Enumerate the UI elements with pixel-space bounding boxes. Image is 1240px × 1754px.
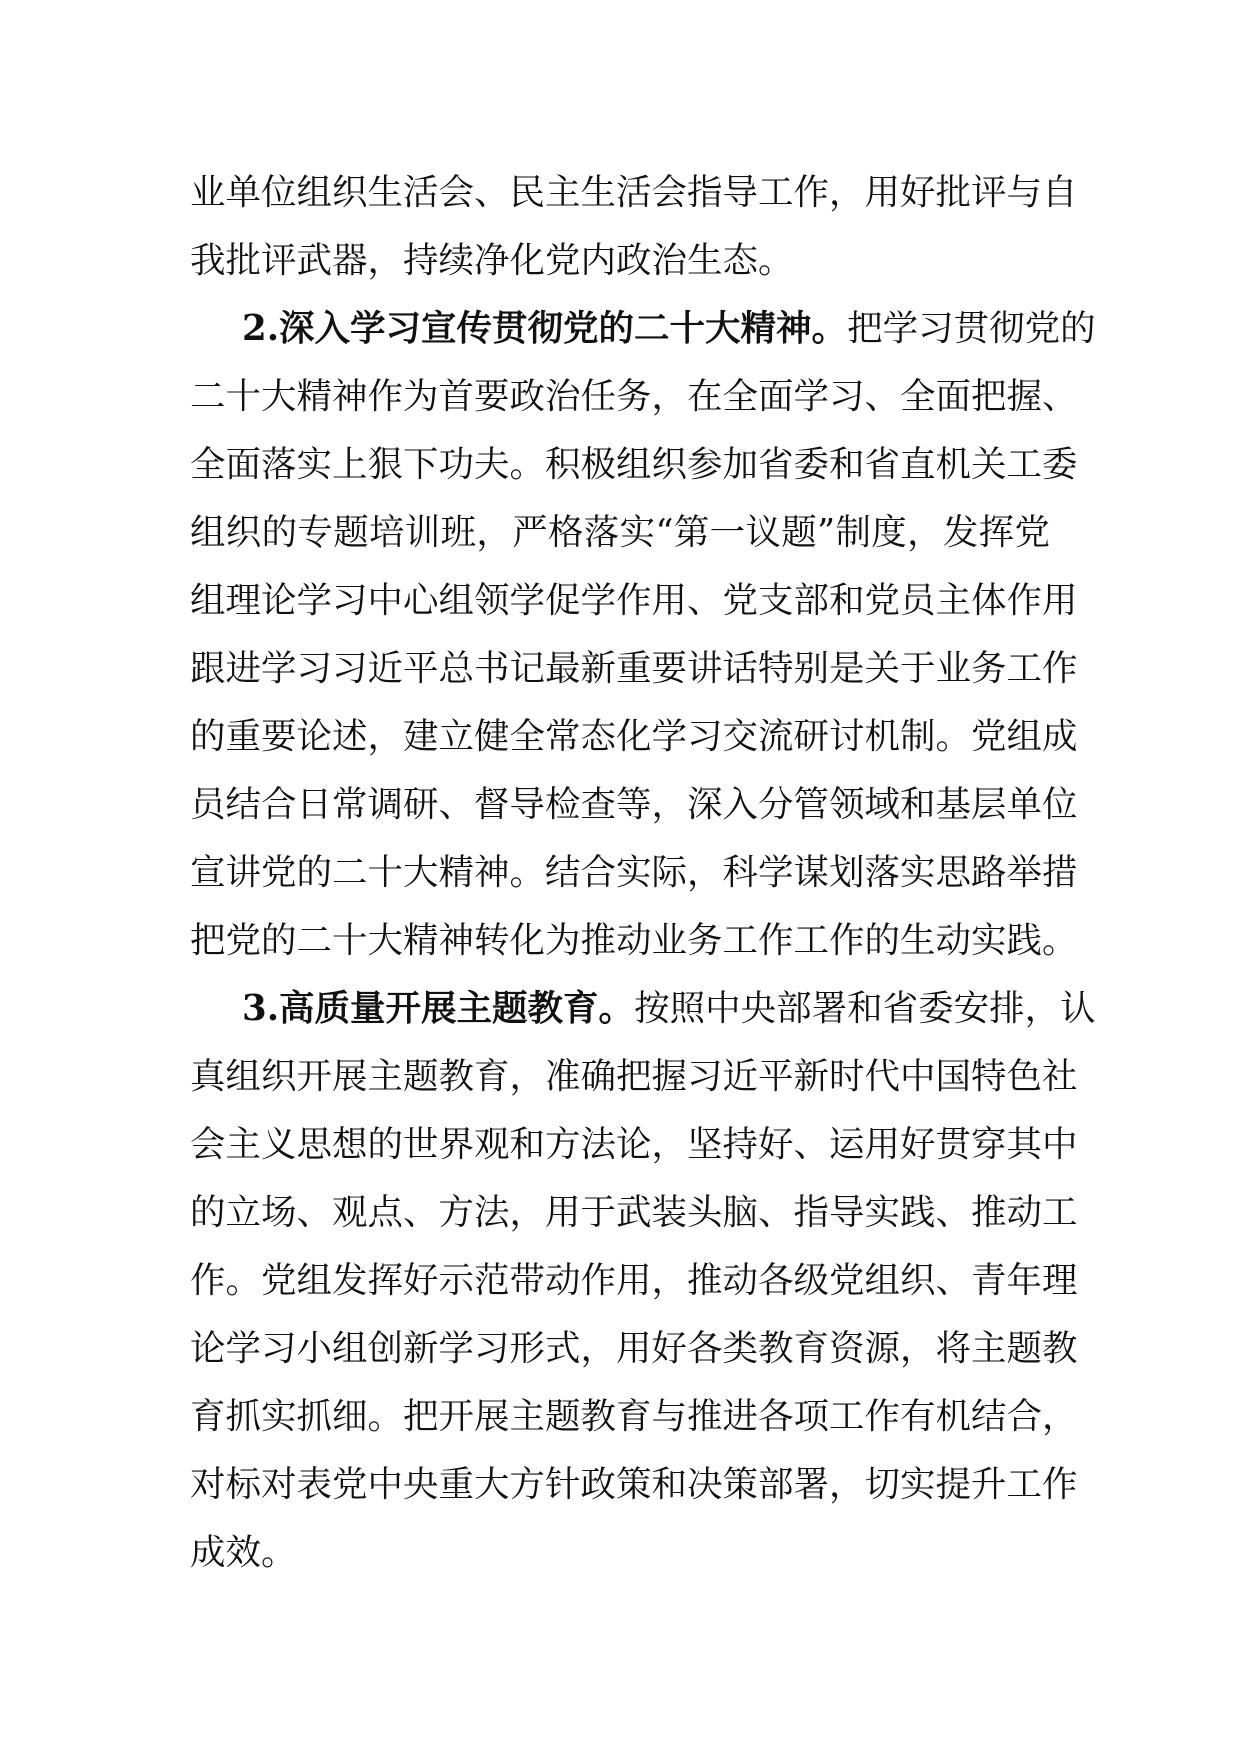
- paragraph-line: 宣讲党的二十大精神。结合实际，科学谋划落实思路举措: [190, 852, 1078, 893]
- paragraph-line: 跟进学习习近平总书记最新重要讲话特别是关于业务工作: [190, 648, 1078, 689]
- paragraph-3-first-line-text: 按照中央部署和省委安排，认: [634, 988, 1096, 1029]
- paragraph-line: 对标对表党中央重大方针政策和决策部署，切实提升工作: [190, 1464, 1078, 1505]
- paragraph-line: 作。党组发挥好示范带动作用，推动各级党组织、青年理: [190, 1260, 1078, 1301]
- paragraph-line: 的立场、观点、方法，用于武装头脑、指导实践、推动工: [190, 1192, 1078, 1233]
- paragraph-line: 全面落实上狠下功夫。积极组织参加省委和省直机关工委: [190, 444, 1078, 485]
- paragraph-line: 育抓实抓细。把开展主题教育与推进各项工作有机结合，: [190, 1396, 1078, 1437]
- paragraph-line: 成效。: [190, 1532, 297, 1573]
- paragraph-2-heading: 2.深入学习宣传贯彻党的二十大精神。: [242, 308, 848, 349]
- paragraph-line: 业单位组织生活会、民主生活会指导工作，用好批评与自: [190, 172, 1078, 213]
- paragraph-line: 会主义思想的世界观和方法论，坚持好、运用好贯穿其中: [190, 1124, 1078, 1165]
- paragraph-line: 组理论学习中心组领学促学作用、党支部和党员主体作用: [190, 580, 1078, 621]
- paragraph-line: 真组织开展主题教育，准确把握习近平新时代中国特色社: [190, 1056, 1078, 1097]
- paragraph-3-heading: 3.高质量开展主题教育。: [242, 988, 635, 1029]
- paragraph-2-first-line-text: 把学习贯彻党的: [847, 308, 1096, 349]
- paragraph-line: 论学习小组创新学习形式，用好各类教育资源，将主题教: [190, 1328, 1078, 1369]
- paragraph-line: 员结合日常调研、督导检查等，深入分管领域和基层单位: [190, 784, 1078, 825]
- paragraph-3-first-line: [242, 979, 1096, 1039]
- paragraph-line: 二十大精神作为首要政治任务，在全面学习、全面把握、: [190, 376, 1078, 417]
- paragraph-line: 把党的二十大精神转化为推动业务工作工作的生动实践。: [190, 920, 1078, 961]
- paragraph-line: 我批评武器，持续净化党内政治生态。: [190, 240, 794, 281]
- paragraph-line: 组织的专题培训班，严格落实“第一议题”制度，发挥党: [190, 512, 1050, 553]
- paragraph-2-first-line: [242, 299, 1096, 359]
- paragraph-line: 的重要论述，建立健全常态化学习交流研讨机制。党组成: [190, 716, 1078, 757]
